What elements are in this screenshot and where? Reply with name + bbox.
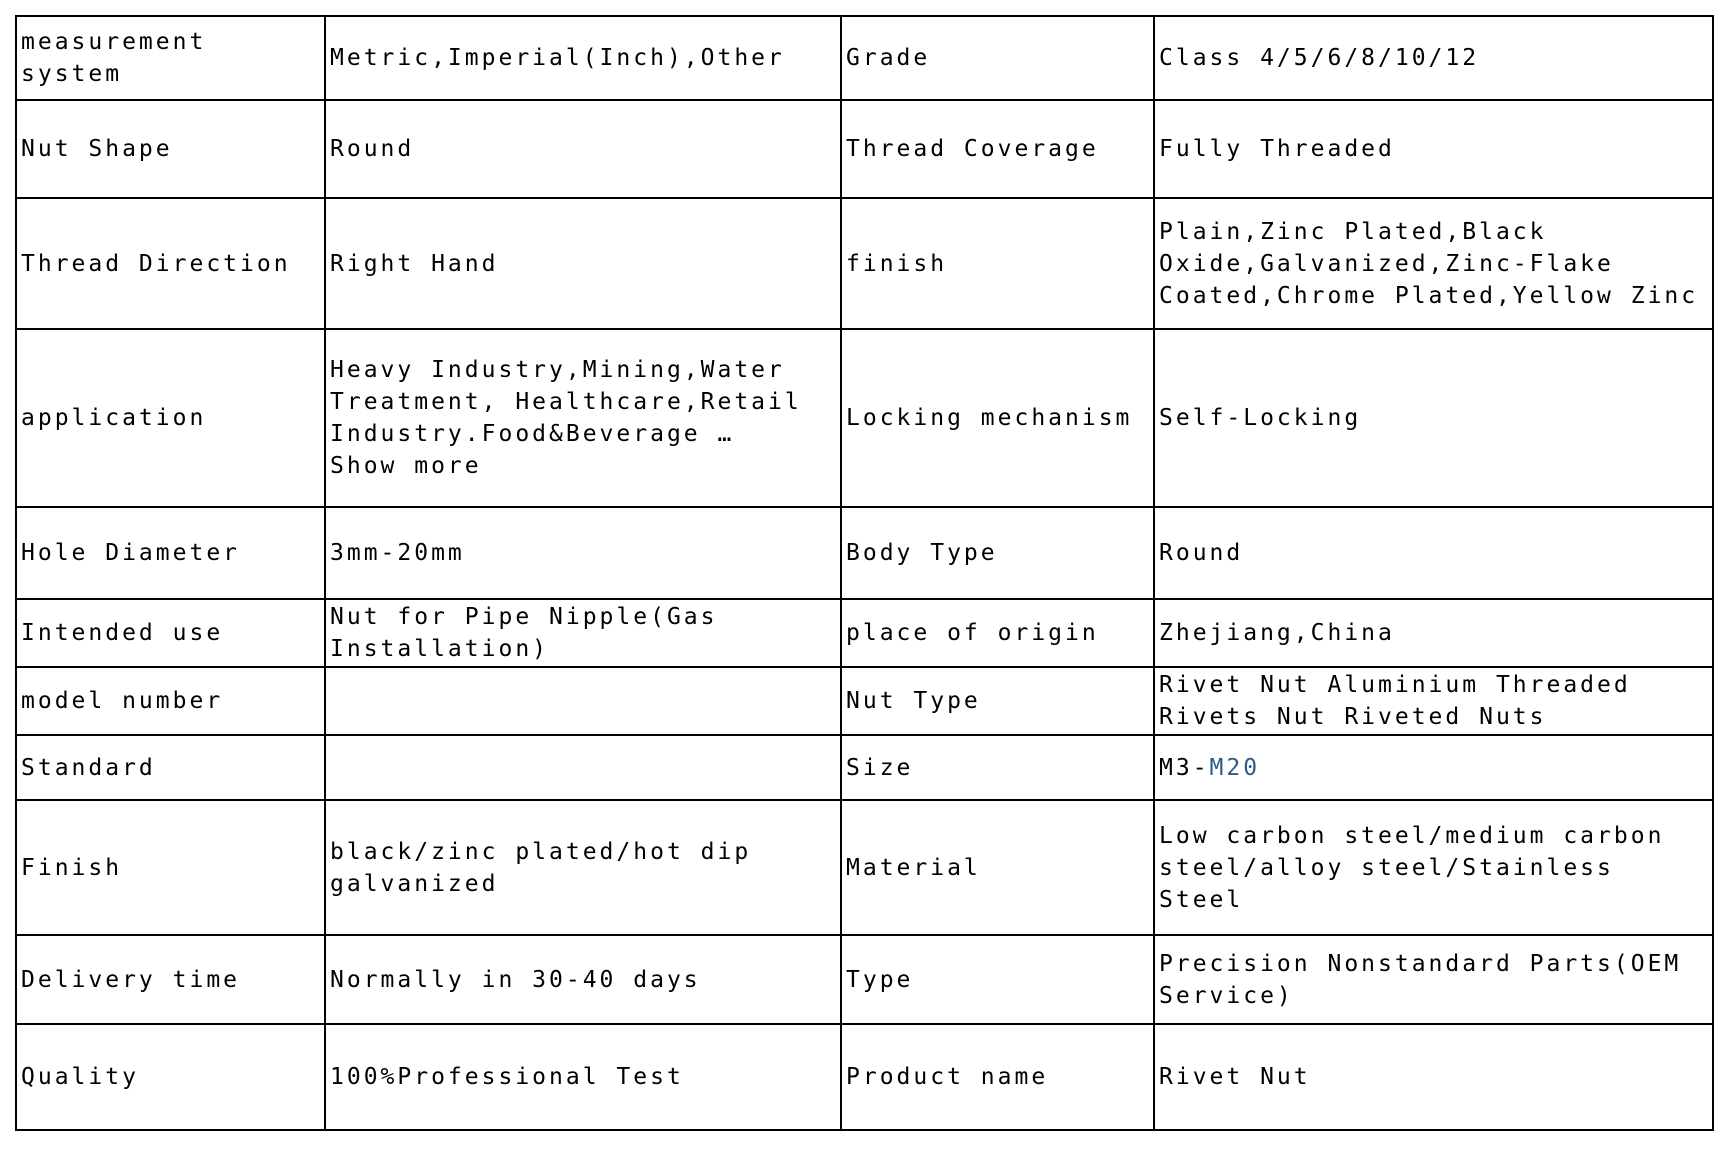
value-cell (325, 667, 841, 735)
value-cell: Self-Locking (1154, 329, 1713, 507)
label-cell: Delivery time (16, 935, 325, 1024)
label-cell: Quality (16, 1024, 325, 1130)
value-cell: Round (325, 100, 841, 198)
value-cell: Round (1154, 507, 1713, 599)
table-row (16, 599, 1713, 667)
spec-table (15, 15, 1714, 1131)
show-more-link[interactable]: Show more (330, 453, 482, 479)
table-row (16, 800, 1713, 935)
table-row (16, 16, 1713, 100)
value-cell (325, 735, 841, 800)
label-cell: place of origin (841, 599, 1154, 667)
label-cell: Product name (841, 1024, 1154, 1130)
table-row (16, 329, 1713, 507)
label-cell: Standard (16, 735, 325, 800)
value-cell (325, 329, 841, 507)
value-cell: Rivet Nut (1154, 1024, 1713, 1130)
label-cell: Material (841, 800, 1154, 935)
label-cell: Finish (16, 800, 325, 935)
label-cell: Intended use (16, 599, 325, 667)
label-cell: Type (841, 935, 1154, 1024)
application-text: Heavy Industry,Mining,Water Treatment, Healthcare,Retail Industry.Food&Beverage … (330, 357, 802, 447)
label-cell: Locking mechanism (841, 329, 1154, 507)
label-cell: Hole Diameter (16, 507, 325, 599)
label-cell: model number (16, 667, 325, 735)
label-cell: finish (841, 198, 1154, 329)
value-cell: Metric,Imperial(Inch),Other (325, 16, 841, 100)
table-row (16, 935, 1713, 1024)
value-cell: Precision Nonstandard Parts(OEM Service) (1154, 935, 1713, 1024)
table-row (16, 507, 1713, 599)
value-cell: Nut for Pipe Nipple(Gas Installation) (325, 599, 841, 667)
value-cell: 100%Professional Test (325, 1024, 841, 1130)
value-cell: Low carbon steel/medium carbon steel/alloy steel/Stainless Steel (1154, 800, 1713, 935)
label-cell: application (16, 329, 325, 507)
label-cell: Grade (841, 16, 1154, 100)
value-cell: black/zinc plated/hot dip galvanized (325, 800, 841, 935)
value-cell: Class 4/5/6/8/10/12 (1154, 16, 1713, 100)
table-row (16, 1024, 1713, 1130)
value-cell (1154, 735, 1713, 800)
label-cell: Size (841, 735, 1154, 800)
table-row (16, 667, 1713, 735)
table-row (16, 198, 1713, 329)
value-cell: Zhejiang,China (1154, 599, 1713, 667)
label-cell: Nut Type (841, 667, 1154, 735)
value-cell: Right Hand (325, 198, 841, 329)
label-cell: Thread Direction (16, 198, 325, 329)
value-cell: Rivet Nut Aluminium Threaded Rivets Nut Riveted Nuts (1154, 667, 1713, 735)
table-row (16, 100, 1713, 198)
label-cell: Body Type (841, 507, 1154, 599)
size-min: M3- (1159, 754, 1210, 781)
value-cell: 3mm-20mm (325, 507, 841, 599)
label-cell: Thread Coverage (841, 100, 1154, 198)
table-row (16, 735, 1713, 800)
size-max: M20 (1209, 754, 1261, 781)
value-cell: Normally in 30-40 days (325, 935, 841, 1024)
value-cell: Fully Threaded (1154, 100, 1713, 198)
value-cell: Plain,Zinc Plated,Black Oxide,Galvanized,Zinc-Flake Coated,Chrome Plated,Yellow Zinc (1154, 198, 1713, 329)
label-cell: Nut Shape (16, 100, 325, 198)
label-cell: measurement system (16, 16, 325, 100)
